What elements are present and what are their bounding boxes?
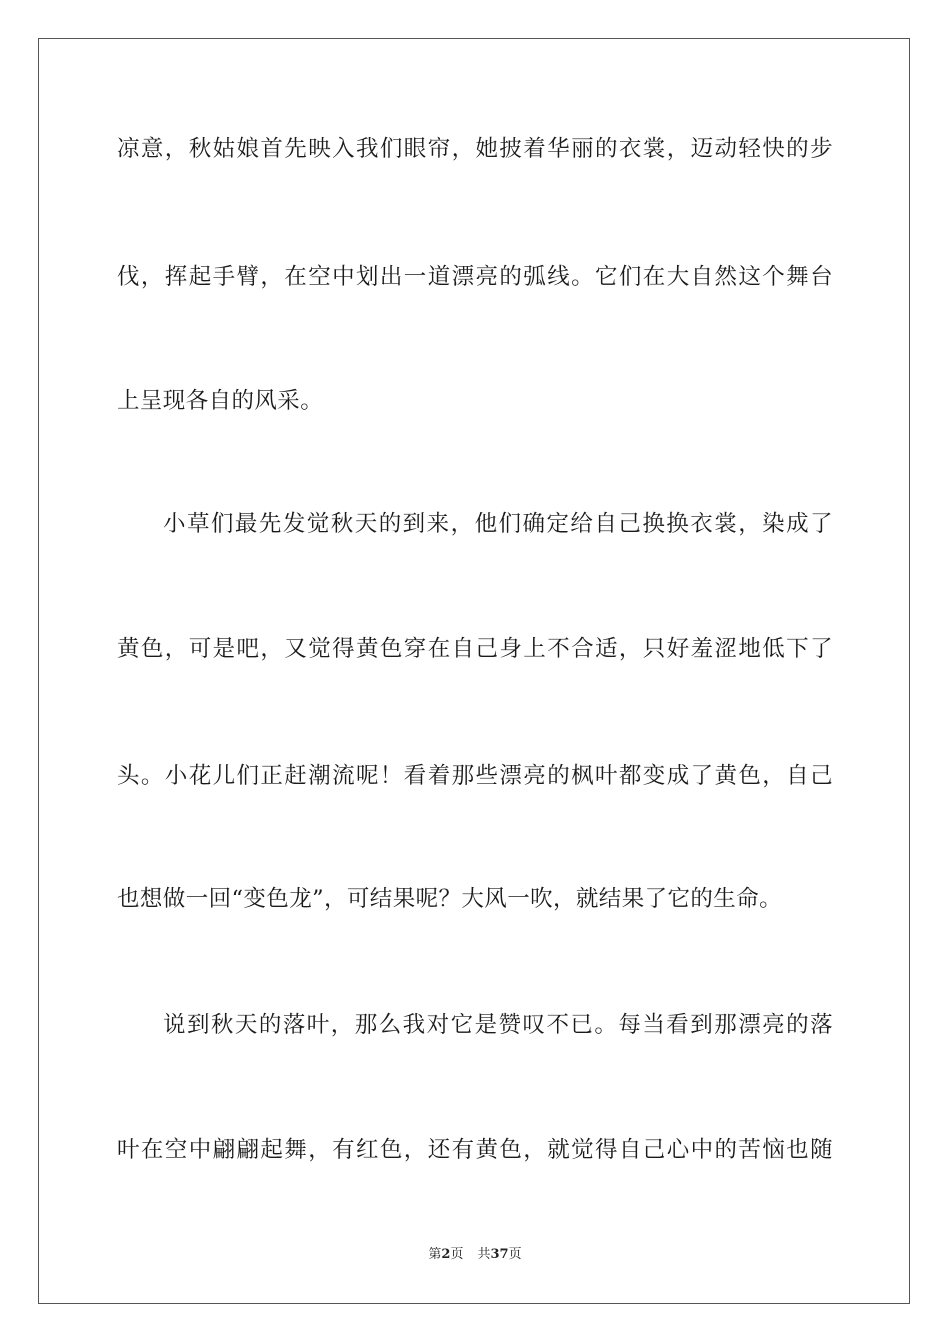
page-frame — [38, 38, 910, 1304]
text-line-1: 凉意，秋姑娘首先映入我们眼帘，她披着华丽的衣裳，迈动轻快的步 — [117, 136, 833, 162]
total-prefix: 共 — [477, 1247, 491, 1262]
text-line-3: 上呈现各自的风采。 — [117, 388, 324, 414]
text-line-9: 叶在空中翩翩起舞，有红色，还有黄色，就觉得自己心中的苦恼也随 — [117, 1137, 833, 1163]
text-line-5: 黄色，可是吧，又觉得黄色穿在自己身上不合适，只好羞涩地低下了 — [117, 636, 833, 662]
text-line-6: 头。小花儿们正赶潮流呢！看着那些漂亮的枫叶都变成了黄色，自己 — [117, 763, 833, 789]
text-line-8: 说到秋天的落叶，那么我对它是赞叹不已。每当看到那漂亮的落 — [163, 1012, 833, 1038]
page-number: 2 — [441, 1247, 451, 1262]
total-pages: 37 — [490, 1247, 509, 1262]
page-prefix: 第 — [428, 1247, 442, 1262]
page-footer — [0, 1246, 950, 1264]
text-line-2: 伐，挥起手臂，在空中划出一道漂亮的弧线。它们在大自然这个舞台 — [117, 264, 833, 290]
page-suffix: 页 — [450, 1247, 464, 1262]
text-line-4: 小草们最先发觉秋天的到来，他们确定给自己换换衣裳，染成了 — [163, 511, 833, 537]
text-line-7: 也想做一回“变色龙”，可结果呢？大风一吹，就结果了它的生命。 — [117, 886, 783, 912]
total-suffix: 页 — [508, 1247, 522, 1262]
